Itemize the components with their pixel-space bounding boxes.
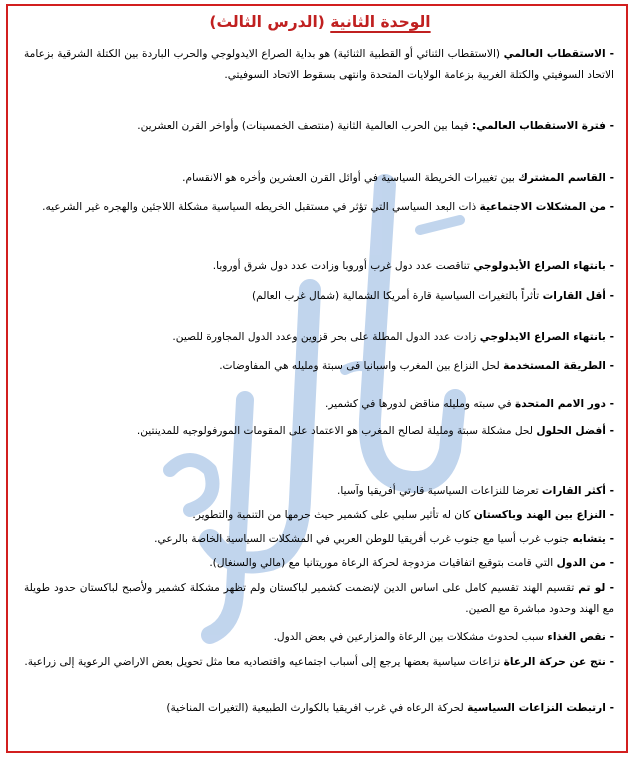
bullet-dash: -: [605, 398, 614, 410]
list-item: [24, 578, 614, 620]
item-text: لحركة الرعاه في غرب افريقيا بالكوارث الطبيعية (التغيرات المناخية): [166, 702, 468, 714]
bullet-dash: -: [605, 533, 614, 545]
item-term: نتج عن حركة الرعاة: [503, 656, 606, 668]
item-text: تعرضا للنزاعات السياسية قارتي أفريقيا وآسيا.: [337, 485, 542, 497]
list-item: [24, 627, 614, 648]
list-item: [24, 197, 614, 218]
list-item: [24, 44, 614, 86]
item-text: (الاستقطاب الثنائي أو القطبية الثنائية) هو بداية الصراع الايدولوجي والحرب الباردة بين الكتلة الشرقية بزعامة الاتحاد السوفيتي والكتلة الغربية بزعامة الولايات المتحدة وانتهى بسقوط الاتحاد السوفيتي.: [24, 48, 614, 81]
bullet-dash: -: [605, 331, 614, 343]
list-item: [24, 481, 614, 502]
unit-title: الوحدة الثانية: [330, 13, 431, 31]
bullet-dash: -: [605, 656, 614, 668]
item-text: ذات البعد السياسي التي تؤثر في مستقبل الخريطه السياسية مشكلة اللاجئين والهجره غير الشرعيه.: [42, 201, 480, 213]
item-text: جنوب غرب أسيا مع جنوب غرب أفريقيا للوطن العربي في المشكلات السياسية الخاصة بالرعي.: [154, 533, 573, 545]
page-title: [0, 12, 640, 32]
list-item: [24, 327, 614, 348]
item-term: نقص الغذاء: [547, 631, 606, 643]
item-term: ارتبطت النزاعات السياسية: [467, 702, 606, 714]
list-item: [24, 256, 614, 277]
item-text: لحل النزاع بين المغرب واسبانيا فى سبتة ومليله هي المفاوضات.: [219, 360, 504, 372]
item-text: زادت عدد الدول المطلة على بحر قزوين وعدد الدول المجاورة للصين.: [172, 331, 480, 343]
item-term: بانتهاء الصراع الايدلوجي: [479, 331, 606, 343]
lesson-title: (الدرس الثالث): [209, 13, 325, 31]
item-term: من الدول: [556, 557, 606, 569]
list-item: [24, 116, 614, 137]
item-term: النزاع بين الهند وباكستان: [473, 509, 606, 521]
list-item: [24, 168, 614, 189]
list-item: [24, 286, 614, 307]
item-text: بين تغييرات الخريطة السياسية في أوائل القرن العشرين وأخره هو الانقسام.: [182, 172, 519, 184]
item-term: لو تم: [578, 582, 606, 594]
item-text: تأثراً بالتغيرات السياسية قارة أمريكا الشمالية (شمال غرب العالم): [252, 290, 543, 302]
bullet-dash: -: [605, 120, 614, 132]
bullet-dash: -: [605, 557, 614, 569]
item-text: كان له تأثير سلبي على كشمير حيث حرمها من التنمية والتطوير.: [192, 509, 474, 521]
bullet-dash: -: [605, 290, 614, 302]
bullet-dash: -: [605, 582, 615, 594]
item-term: فترة الاستقطاب العالمي:: [471, 120, 606, 132]
item-text: لحل مشكلة سبتة ومليلة لصالح المغرب هو الاعتماد على المقومات المورفولوجيه للمدينتين.: [136, 425, 537, 437]
list-item: [24, 505, 614, 526]
item-text: فيما بين الحرب العالمية الثانية (منتصف الخمسينات) وأواخر القرن العشرين.: [137, 120, 472, 132]
item-term: يتشابه: [572, 533, 606, 545]
item-term: القاسم المشترك: [518, 172, 606, 184]
item-text: في سبته ومليله مناقض لدورها في كشمير.: [324, 398, 515, 410]
list-item: [24, 553, 614, 574]
item-text: تناقصت عدد دول غرب أوروبا وزادت عدد دول شرق أوروبا.: [212, 260, 474, 272]
bullet-dash: -: [605, 201, 614, 213]
item-term: الطريقة المستخدمة: [503, 360, 606, 372]
bullet-dash: -: [605, 702, 614, 714]
bullet-dash: -: [605, 509, 614, 521]
item-term: بانتهاء الصراع الأيدولوجي: [473, 260, 606, 272]
item-term: من المشكلات الاجتماعية: [479, 201, 606, 213]
list-item: [24, 356, 614, 377]
bullet-dash: -: [605, 425, 614, 437]
bullet-dash: -: [605, 172, 614, 184]
bullet-dash: -: [605, 360, 614, 372]
list-item: [24, 698, 614, 719]
item-text: سبب لحدوث مشكلات بين الرعاة والمزارعين في بعض الدول.: [273, 631, 548, 643]
bullet-dash: -: [605, 631, 614, 643]
list-item: [24, 529, 614, 550]
item-term: الاستقطاب العالمي: [503, 48, 606, 60]
bullet-dash: -: [605, 48, 614, 60]
item-text: تقسيم الهند تقسيم كامل على اساس الدين لإنضمت كشمير لباكستان ولم تظهر مشكلة كشمير ولأصبح لباكستان حدود طويلة مع الهند وحدود مباشرة مع الصين.: [24, 582, 614, 615]
list-item: [24, 421, 614, 442]
item-term: أكثر القارات: [541, 485, 606, 497]
item-term: أقل القارات: [542, 290, 606, 302]
item-text: نزاعات سياسية بعضها يرجع إلى أسباب اجتماعيه واقتصاديه معا مثل تحويل بعض الاراضي الرعوية إلى زراعية.: [24, 656, 504, 668]
item-term: دور الامم المتحدة: [514, 398, 606, 410]
bullet-dash: -: [605, 485, 614, 497]
list-item: [24, 652, 614, 673]
item-text: التي قامت بتوقيع اتفاقيات مزدوجة لحركة الرعاة موريتانيا مع (مالي والسنغال).: [209, 557, 557, 569]
list-item: [24, 394, 614, 415]
item-term: أفضل الحلول: [536, 425, 606, 437]
bullet-dash: -: [605, 260, 614, 272]
